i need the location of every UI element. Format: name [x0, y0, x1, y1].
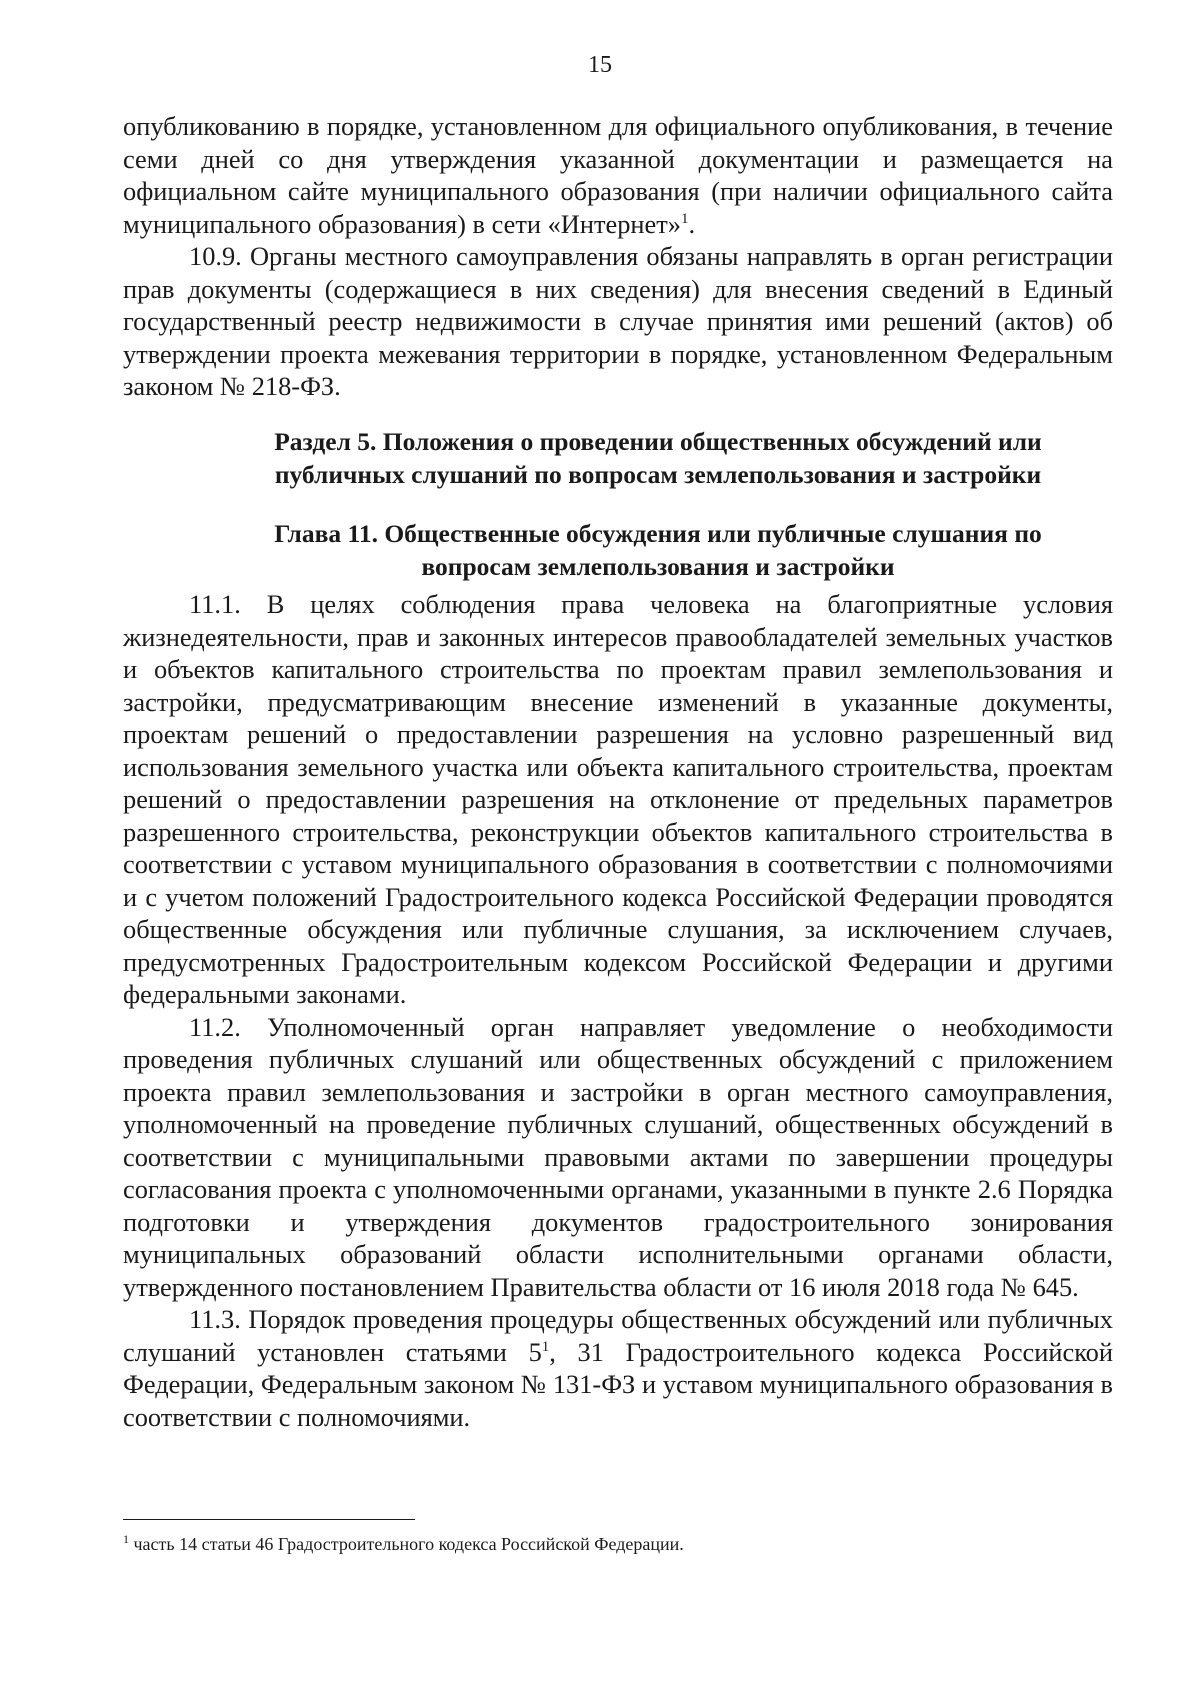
text-block-upper — [123, 110, 1113, 403]
superscript-1: 1 — [541, 1338, 550, 1355]
page-number: 15 — [588, 52, 612, 78]
chapter-heading — [163, 517, 1153, 583]
section-heading — [163, 425, 1153, 491]
footnote-text: часть 14 статьи 46 Градостроительного кодекса Российской Федерации. — [129, 1534, 684, 1554]
text-block-lower — [123, 588, 1113, 1433]
footnote-ref: 1 — [680, 210, 689, 227]
paragraph-10-9: 10.9. Органы местного самоуправления обязаны направлять в орган регистрации прав документы (содержащиеся в них сведения) для внесения сведений в Единый государственный реестр недвижимости в случае принятия ими решений (актов) об утверждении проекта межевания территории в порядке, установленном Федеральным законом № 218-ФЗ. — [123, 241, 1113, 401]
paragraph-continuation-end: . — [688, 208, 696, 239]
paragraph-11-3 — [123, 1303, 1113, 1433]
paragraph-11-1: 11.1. В целях соблюдения права человека на благоприятные условия жизнедеятельности, прав и законных интересов правообладателей земельных участков и объектов капитального строительства по проектам правил землепользования и застройки, предусматривающим внесение изменений в указанные документы, проектам решений о предоставлении разрешения на условно разрешенный вид использования земельного участка или объекта капитального строительства, проектам решений о предоставлении разрешения на отклонение от предельных параметров разрешенного строительства, реконструкции объектов капитального строительства в соответствии с уставом муниципального образования в соответствии с полномочиями и с учетом положений Градостроительного кодекса Российской Федерации проводятся общественные обсуждения или публичные слушания, за исключением случаев, предусмотренных Градостроительным кодексом Российской Федерации и другими федеральными законами. — [123, 589, 1113, 1009]
paragraph-continuation — [123, 110, 1113, 240]
section-heading-line1: Раздел 5. Положения о проведении общественных обсуждений или — [274, 427, 1042, 456]
footnote-marker: 1 — [123, 1532, 129, 1546]
paragraph-11-3-text-a: 11.3. Порядок проведения процедуры общественных обсуждений или публичных слушаний установлен статьями 5 — [123, 1304, 1113, 1367]
paragraph-continuation-text: опубликованию в порядке, установленном для официального опубликования, в течение семи дней со дня утверждения указанной документации и размещается на официальном сайте муниципального образования (при наличии официального сайта муниципального образования) в сети «Интернет» — [123, 111, 1113, 239]
section-heading-line2: публичных слушаний по вопросам землепользования и застройки — [274, 460, 1042, 489]
chapter-heading-line1: Глава 11. Общественные обсуждения или публичные слушания по — [274, 519, 1042, 548]
paragraph-11-3-text-b: , 31 Градостроительного кодекса Российской Федерации, Федеральным законом № 131-ФЗ и уставом муниципального образования в соответствии с полномочиями. — [123, 1336, 1114, 1432]
paragraph-11-2: 11.2. Уполномоченный орган направляет уведомление о необходимости проведения публичных слушаний или общественных обсуждений с приложением проекта правил землепользования и застройки в орган местного самоуправления, уполномоченный на проведение публичных слушаний, общественных обсуждений в соответствии с муниципальными правовыми актами по завершении процедуры согласования проекта с уполномоченными органами, указанными в пункте 2.6 Порядка подготовки и утверждения документов градостроительного зонирования муниципальных образований области исполнительными органами области, утвержденного постановлением Правительства области от 16 июля 2018 года № 645. — [123, 1011, 1113, 1302]
footnote — [123, 1532, 1113, 1556]
chapter-heading-line2: вопросам землепользования и застройки — [421, 552, 895, 581]
footnote-separator — [123, 1519, 415, 1520]
